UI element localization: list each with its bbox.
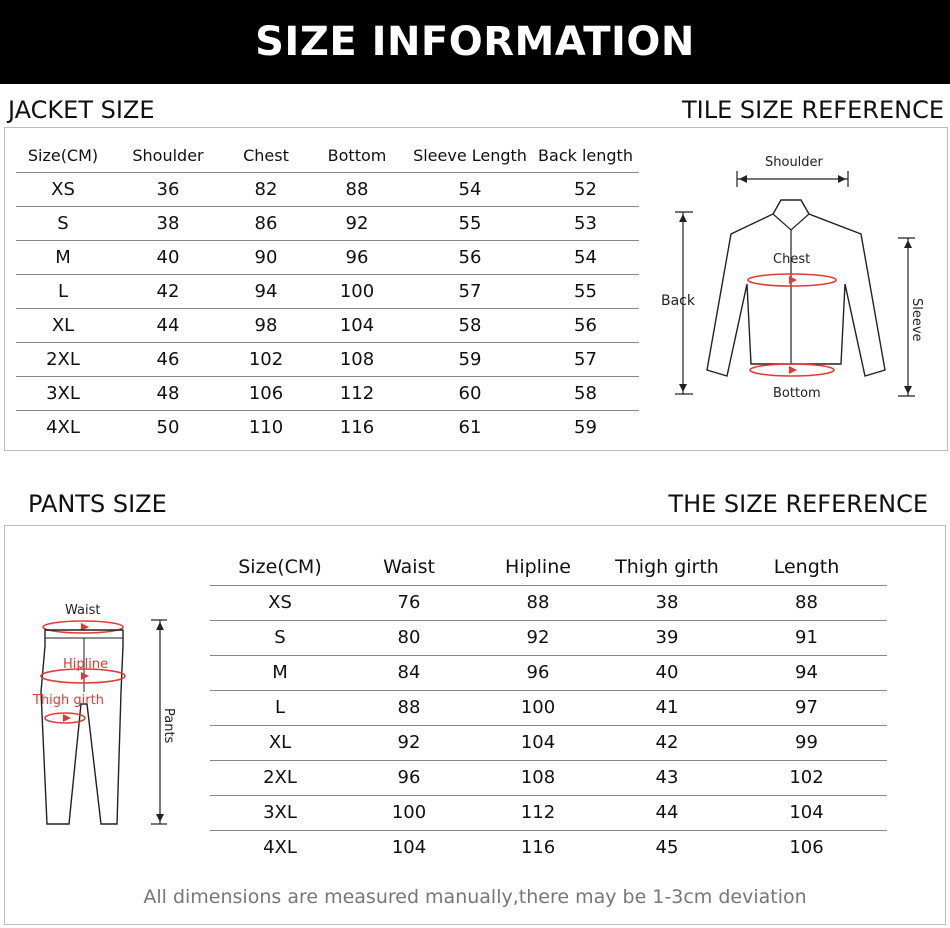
table-cell: 60: [408, 376, 532, 410]
column-header: Bottom: [306, 140, 408, 172]
table-row: [16, 342, 639, 376]
table-cell: 42: [110, 274, 226, 308]
pants-length-label: Pants: [161, 708, 176, 744]
pants-size-table: [210, 550, 887, 865]
shoulder-label: Shoulder: [765, 155, 823, 170]
table-cell: 56: [408, 240, 532, 274]
table-cell: XS: [210, 585, 350, 620]
table-cell: 104: [391, 837, 427, 859]
table-cell: 106: [789, 837, 824, 859]
table-row: [210, 725, 887, 760]
table-cell: 41: [608, 690, 726, 725]
table-cell: 43: [608, 760, 726, 795]
thigh-girth-label: Thigh girth: [33, 693, 104, 708]
table-row: [210, 585, 887, 620]
table-cell: 53: [532, 206, 639, 240]
table-cell: S: [210, 620, 350, 655]
table-row: [16, 376, 639, 410]
table-cell: 3XL: [210, 795, 350, 830]
table-cell: 57: [532, 342, 639, 376]
column-header: Size(CM): [210, 550, 350, 585]
table-cell: 94: [226, 274, 306, 308]
header-banner: [0, 0, 950, 84]
table-cell: 96: [350, 760, 468, 795]
column-header: Size(CM): [16, 140, 110, 172]
pants-panel: [4, 525, 946, 925]
table-cell: 42: [608, 725, 726, 760]
table-row: [16, 206, 639, 240]
table-cell: 54: [408, 172, 532, 206]
table-cell: 55: [408, 206, 532, 240]
table-cell: 116: [520, 837, 556, 859]
table-cell: 96: [468, 655, 608, 690]
table-cell: 56: [532, 308, 639, 342]
table-cell: L: [16, 274, 110, 308]
table-cell: 58: [408, 308, 532, 342]
table-row: [210, 690, 887, 725]
table-cell: 88: [726, 585, 887, 620]
table-cell: XS: [16, 172, 110, 206]
table-cell: 90: [226, 240, 306, 274]
table-cell: 76: [350, 585, 468, 620]
column-header: Chest: [226, 140, 306, 172]
table-cell: 59: [574, 416, 597, 438]
table-cell: 100: [306, 274, 408, 308]
table-cell: 88: [468, 585, 608, 620]
bottom-label: Bottom: [773, 386, 821, 401]
column-header: Hipline: [468, 550, 608, 585]
table-cell: 80: [350, 620, 468, 655]
table-cell: 44: [110, 308, 226, 342]
table-cell: M: [210, 655, 350, 690]
table-cell: 50: [156, 416, 180, 438]
table-cell: XL: [16, 308, 110, 342]
table-cell: L: [210, 690, 350, 725]
jacket-size-table: [16, 140, 639, 444]
jacket-panel: [4, 127, 948, 451]
jacket-measurement-diagram: [655, 142, 945, 412]
table-row: [210, 620, 887, 655]
table-cell: 94: [726, 655, 887, 690]
sleeve-label: Sleeve: [909, 298, 924, 342]
column-header: Waist: [350, 550, 468, 585]
table-cell: 92: [468, 620, 608, 655]
table-cell: 36: [110, 172, 226, 206]
table-cell: 45: [655, 837, 679, 859]
table-cell: 3XL: [16, 376, 110, 410]
table-cell: 108: [306, 342, 408, 376]
table-cell: 99: [726, 725, 887, 760]
table-row: [210, 655, 887, 690]
table-cell: 104: [468, 725, 608, 760]
table-cell: 110: [248, 416, 284, 438]
table-cell: 38: [608, 585, 726, 620]
table-cell: 44: [608, 795, 726, 830]
table-cell: 102: [226, 342, 306, 376]
table-cell: 104: [726, 795, 887, 830]
table-cell: 46: [110, 342, 226, 376]
table-cell: 92: [350, 725, 468, 760]
table-row: [16, 172, 639, 206]
table-cell: 92: [306, 206, 408, 240]
table-header-row: [16, 140, 639, 172]
table-row: [16, 308, 639, 342]
table-cell: 54: [532, 240, 639, 274]
table-cell: 108: [468, 760, 608, 795]
table-cell: 91: [726, 620, 887, 655]
table-cell: 52: [532, 172, 639, 206]
hipline-label: Hipline: [63, 657, 109, 672]
jacket-reference-title: TILE SIZE REFERENCE: [682, 96, 944, 124]
table-cell: 2XL: [16, 342, 110, 376]
column-header: Back length: [532, 140, 639, 172]
pants-measurement-diagram: [25, 592, 185, 832]
table-cell: 112: [306, 376, 408, 410]
chest-label: Chest: [773, 252, 811, 267]
table-cell: 96: [306, 240, 408, 274]
table-cell: 4XL: [46, 416, 80, 438]
jacket-section-title: JACKET SIZE: [8, 96, 155, 124]
waist-label: Waist: [65, 603, 101, 618]
page-title: SIZE INFORMATION: [255, 19, 695, 65]
table-cell: 48: [110, 376, 226, 410]
table-cell: 116: [339, 416, 375, 438]
table-row: [210, 830, 887, 865]
table-cell: 86: [226, 206, 306, 240]
table-cell: 40: [608, 655, 726, 690]
table-cell: 100: [468, 690, 608, 725]
column-header: Sleeve Length: [408, 140, 532, 172]
table-cell: 38: [110, 206, 226, 240]
table-cell: 106: [226, 376, 306, 410]
table-cell: 104: [306, 308, 408, 342]
table-cell: 2XL: [210, 760, 350, 795]
table-cell: 84: [350, 655, 468, 690]
table-cell: 39: [608, 620, 726, 655]
table-cell: 88: [306, 172, 408, 206]
table-row: [16, 410, 639, 444]
table-cell: XL: [210, 725, 350, 760]
table-row: [210, 795, 887, 830]
table-cell: 102: [726, 760, 887, 795]
table-header-row: [210, 550, 887, 585]
column-header: Length: [726, 550, 887, 585]
table-row: [16, 274, 639, 308]
table-cell: 112: [468, 795, 608, 830]
table-cell: 58: [532, 376, 639, 410]
measurement-note: All dimensions are measured manually,there may be 1-3cm deviation: [143, 886, 807, 908]
table-cell: 98: [226, 308, 306, 342]
table-row: [210, 760, 887, 795]
table-cell: 100: [350, 795, 468, 830]
pants-section-title: PANTS SIZE: [28, 490, 167, 518]
pants-reference-title: THE SIZE REFERENCE: [668, 490, 928, 518]
table-cell: M: [16, 240, 110, 274]
table-cell: 61: [458, 416, 482, 438]
column-header: Shoulder: [110, 140, 226, 172]
jacket-outline-icon: [707, 200, 885, 376]
back-label: Back: [661, 293, 695, 309]
table-cell: 40: [110, 240, 226, 274]
column-header: Thigh girth: [608, 550, 726, 585]
table-cell: 97: [726, 690, 887, 725]
table-cell: S: [16, 206, 110, 240]
table-cell: 88: [350, 690, 468, 725]
table-cell: 4XL: [263, 837, 297, 859]
table-cell: 55: [532, 274, 639, 308]
table-row: [16, 240, 639, 274]
table-cell: 59: [408, 342, 532, 376]
table-cell: 57: [408, 274, 532, 308]
table-cell: 82: [226, 172, 306, 206]
